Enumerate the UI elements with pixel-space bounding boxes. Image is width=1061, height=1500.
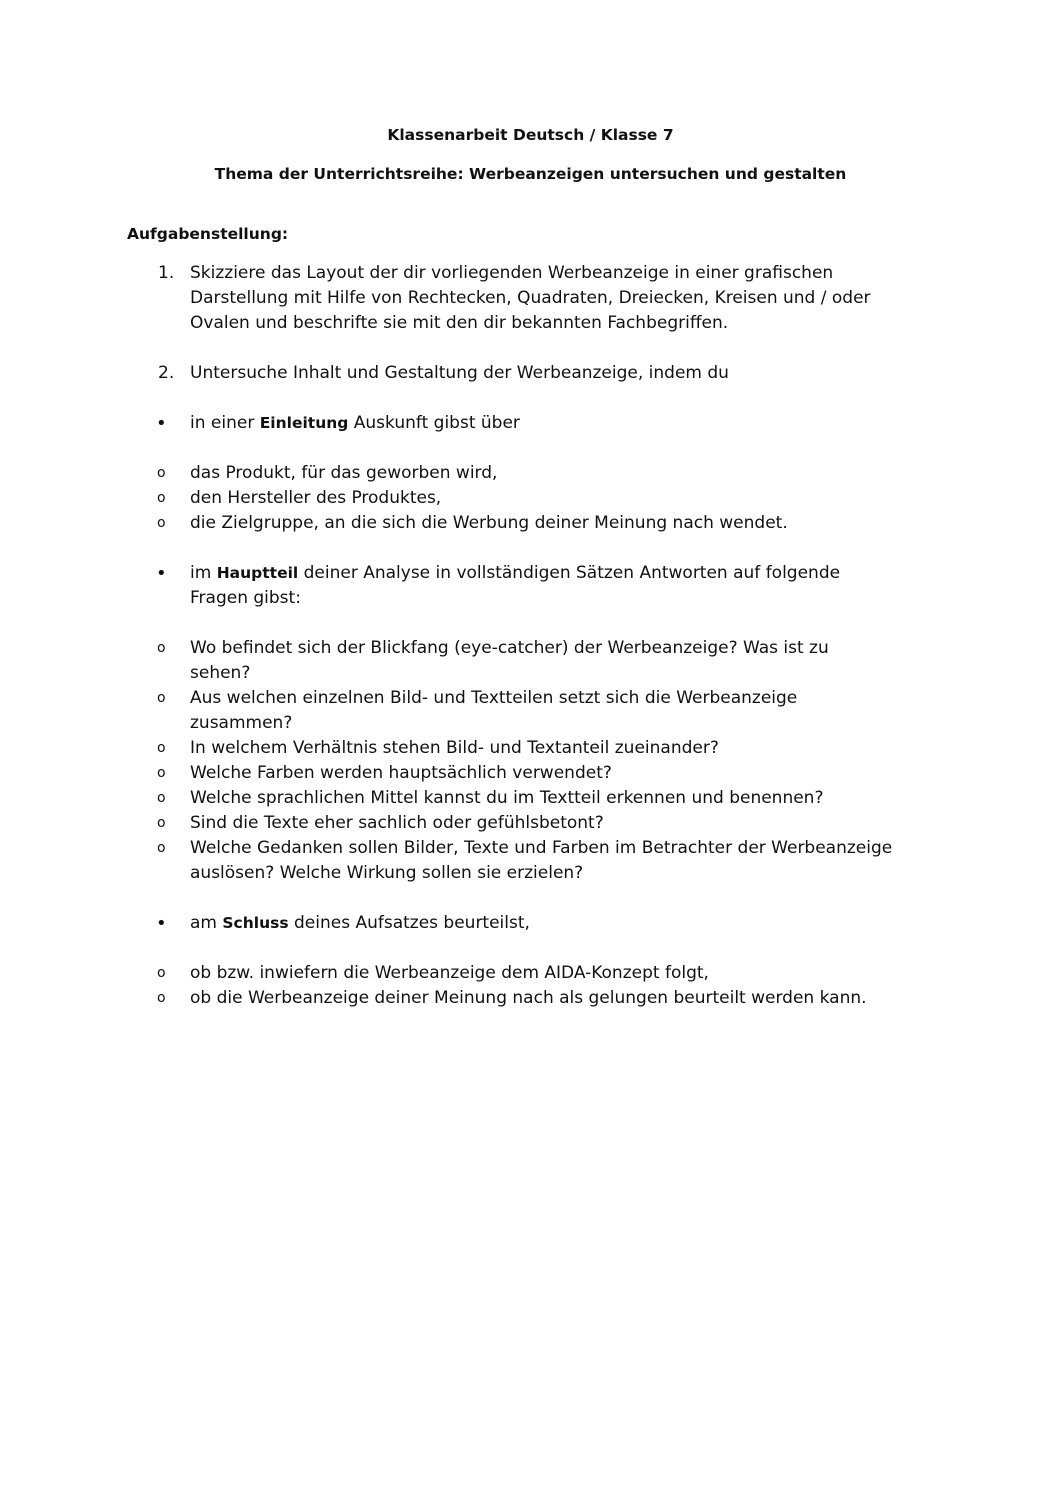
- circle-bullet-icon: o: [157, 465, 166, 481]
- document-subtitle: Thema der Unterrichtsreihe: Werbeanzeigen untersuchen und gestalten: [214, 165, 847, 183]
- list-item: Welche Gedanken sollen Bilder, Texte und Farben im Betrachter der Werbeanzeige: [190, 838, 893, 858]
- keyword-einleitung: Einleitung: [259, 414, 349, 432]
- circle-bullet-icon: o: [157, 490, 166, 506]
- list-item: die Zielgruppe, an die sich die Werbung deiner Meinung nach wendet.: [190, 513, 788, 533]
- circle-bullet-icon: o: [157, 740, 166, 756]
- list-item-continuation: auslösen? Welche Wirkung sollen sie erzielen?: [190, 863, 584, 883]
- circle-bullet-icon: o: [157, 515, 166, 531]
- circle-bullet-icon: o: [157, 790, 166, 806]
- circle-bullet-icon: o: [157, 965, 166, 981]
- hauptteil-text: [190, 561, 840, 586]
- list-item: Wo befindet sich der Blickfang (eye-catcher) der Werbeanzeige? Was ist zu: [190, 638, 829, 658]
- bullet-icon: •: [156, 563, 167, 584]
- text-segment: deines Aufsatzes beurteilst,: [288, 913, 530, 933]
- list-item-continuation: zusammen?: [190, 713, 293, 733]
- circle-bullet-icon: o: [157, 765, 166, 781]
- circle-bullet-icon: o: [157, 990, 166, 1006]
- list-item: Welche sprachlichen Mittel kannst du im Textteil erkennen und benennen?: [190, 788, 824, 808]
- circle-bullet-icon: o: [157, 640, 166, 656]
- list-item: In welchem Verhältnis stehen Bild- und Textanteil zueinander?: [190, 738, 719, 758]
- einleitung-text: [190, 411, 520, 436]
- list-item: ob die Werbeanzeige deiner Meinung nach als gelungen beurteilt werden kann.: [190, 988, 867, 1008]
- circle-bullet-icon: o: [157, 815, 166, 831]
- document-title: Klassenarbeit Deutsch / Klasse 7: [387, 126, 674, 144]
- list-item: Welche Farben werden hauptsächlich verwendet?: [190, 763, 612, 783]
- circle-bullet-icon: o: [157, 690, 166, 706]
- task-2-intro: Untersuche Inhalt und Gestaltung der Werbeanzeige, indem du: [190, 363, 729, 383]
- task-1-line: Darstellung mit Hilfe von Rechtecken, Quadraten, Dreiecken, Kreisen und / oder: [190, 288, 871, 308]
- task-1-line: Skizziere das Layout der dir vorliegenden Werbeanzeige in einer grafischen: [190, 263, 834, 283]
- list-item: Sind die Texte eher sachlich oder gefühlsbetont?: [190, 813, 604, 833]
- list-item: ob bzw. inwiefern die Werbeanzeige dem AIDA-Konzept folgt,: [190, 963, 709, 983]
- bullet-icon: •: [156, 413, 167, 434]
- text-segment: in einer: [190, 413, 260, 433]
- circle-bullet-icon: o: [157, 840, 166, 856]
- text-segment: deiner Analyse in vollständigen Sätzen Antworten auf folgende: [298, 563, 841, 583]
- task-number: 1.: [158, 263, 175, 283]
- text-segment: im: [190, 563, 217, 583]
- text-segment: am: [190, 913, 223, 933]
- list-item: das Produkt, für das geworben wird,: [190, 463, 498, 483]
- list-item-continuation: sehen?: [190, 663, 251, 683]
- list-item: Aus welchen einzelnen Bild- und Textteilen setzt sich die Werbeanzeige: [190, 688, 798, 708]
- text-segment: Auskunft gibst über: [348, 413, 520, 433]
- keyword-schluss: Schluss: [222, 914, 289, 932]
- hauptteil-text-line2: Fragen gibst:: [190, 588, 301, 608]
- list-item: den Hersteller des Produktes,: [190, 488, 442, 508]
- task-number: 2.: [158, 363, 175, 383]
- bullet-icon: •: [156, 913, 167, 934]
- keyword-hauptteil: Hauptteil: [216, 564, 299, 582]
- schluss-text: [190, 911, 530, 936]
- task-1-line: Ovalen und beschrifte sie mit den dir bekannten Fachbegriffen.: [190, 313, 729, 333]
- section-heading: Aufgabenstellung:: [127, 225, 289, 243]
